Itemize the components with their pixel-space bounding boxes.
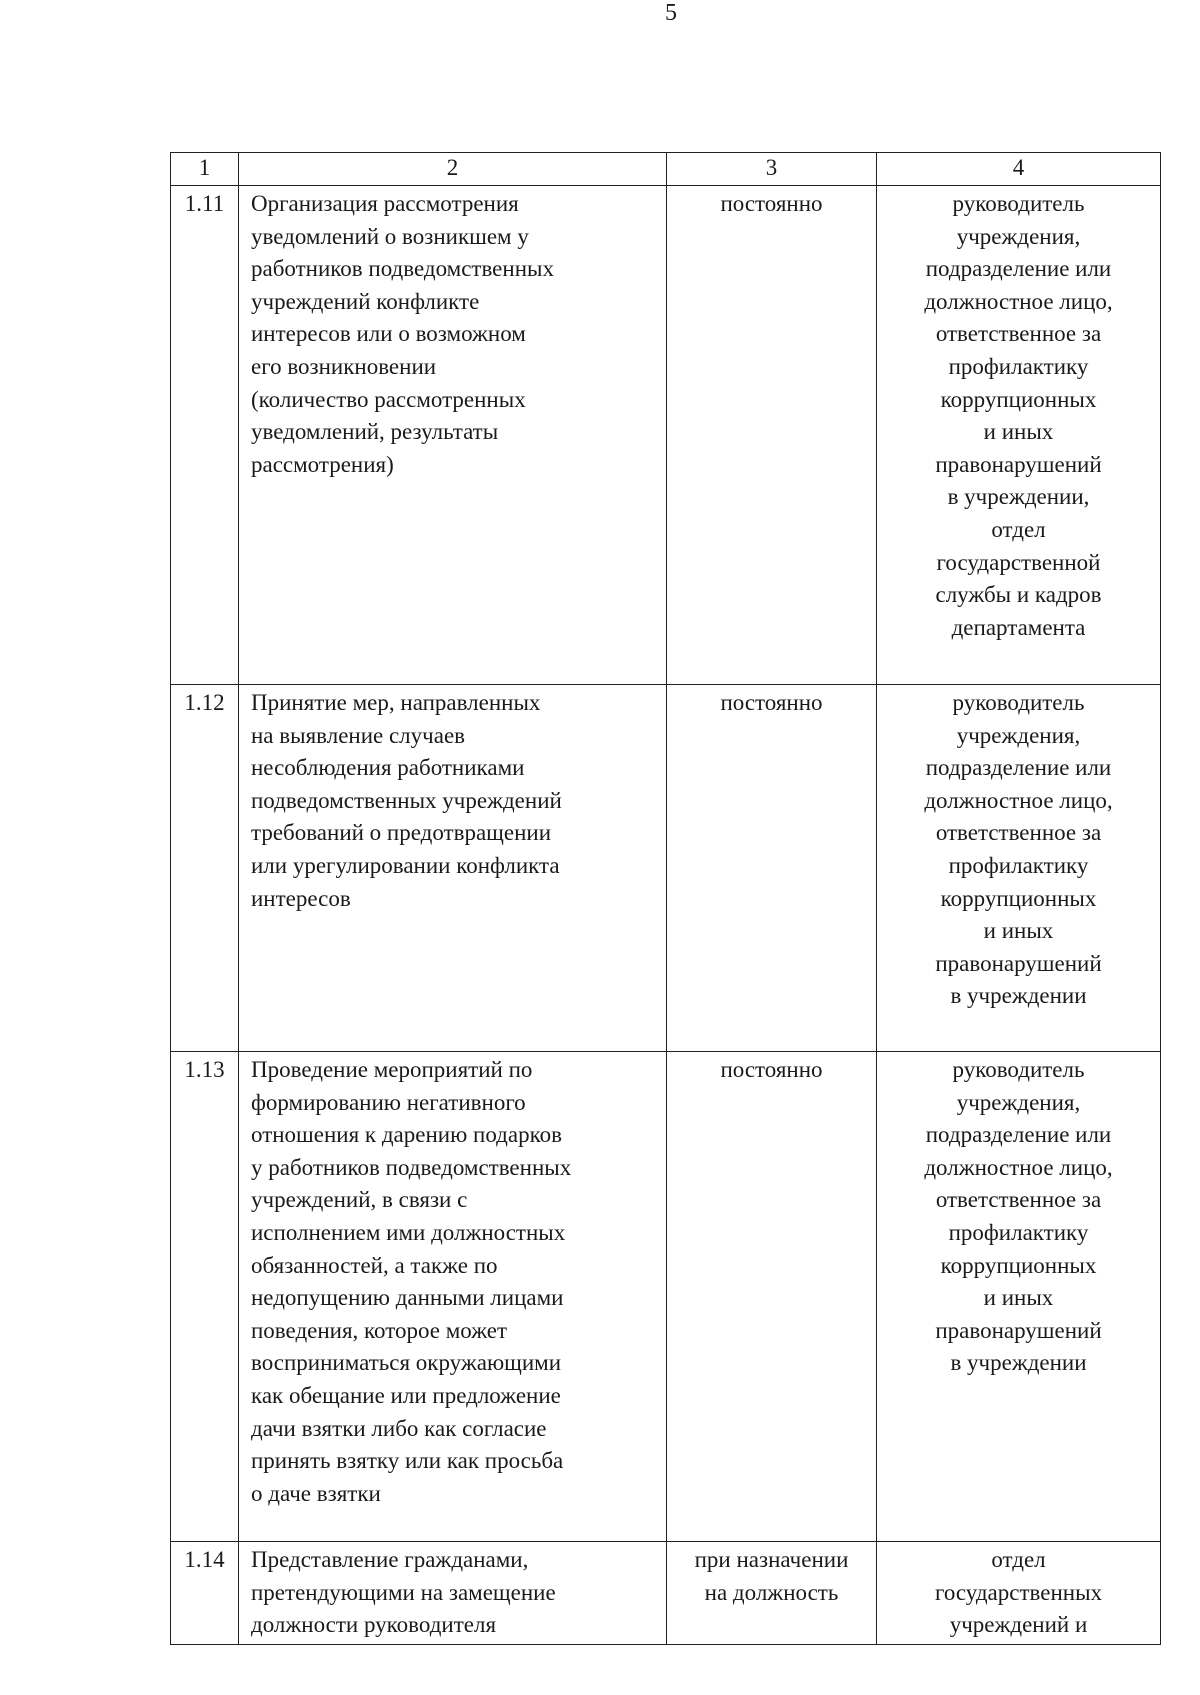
- task-responsible: [877, 1542, 1161, 1645]
- task-description-line: формированию негативного: [251, 1089, 526, 1115]
- task-deadline: [667, 1052, 877, 1542]
- task-responsible-line: учреждения,: [956, 1089, 1081, 1115]
- task-responsible-line: правонарушений: [935, 950, 1102, 976]
- task-description-line: поведения, которое может: [251, 1317, 508, 1343]
- task-description: [239, 186, 667, 685]
- task-deadline-line: постоянно: [720, 191, 823, 216]
- header-cell-1: 1: [171, 153, 239, 186]
- task-deadline-line: постоянно: [720, 690, 823, 715]
- task-responsible-line: профилактику: [948, 1219, 1089, 1245]
- task-responsible-line: учреждений и: [949, 1612, 1088, 1638]
- task-responsible-line: и иных: [983, 918, 1054, 944]
- task-description-line: работников подведомственных: [251, 256, 554, 282]
- task-description-line: должности руководителя: [251, 1612, 497, 1638]
- task-description-line: Организация рассмотрения: [251, 191, 519, 216]
- task-deadline: [667, 685, 877, 1052]
- task-description-line: несоблюдения работниками: [251, 755, 525, 781]
- task-description: [239, 1542, 667, 1645]
- task-responsible-line: в учреждении,: [947, 484, 1090, 510]
- task-description-line: обязанностей, а также по: [251, 1252, 498, 1278]
- task-responsible-line: и иных: [983, 1285, 1054, 1311]
- task-responsible-line: руководитель: [952, 690, 1085, 715]
- task-responsible-line: учреждения,: [956, 722, 1081, 748]
- task-responsible-line: подразделение или: [925, 1122, 1112, 1148]
- task-responsible-line: ответственное за: [935, 1187, 1102, 1213]
- task-responsible-line: должностное лицо,: [924, 1154, 1113, 1180]
- task-description-line: о даче взятки: [251, 1480, 381, 1506]
- task-description-line: Представление гражданами,: [251, 1547, 529, 1572]
- task-responsible-line: ответственное за: [935, 820, 1102, 846]
- task-responsible-line: ответственное за: [935, 321, 1102, 347]
- task-deadline-line: постоянно: [720, 1057, 823, 1082]
- task-responsible-line: подразделение или: [925, 755, 1112, 781]
- task-deadline: [667, 186, 877, 685]
- task-responsible-line: коррупционных: [940, 885, 1097, 911]
- table-header-row: [171, 153, 1161, 186]
- task-responsible-line: руководитель: [952, 191, 1085, 216]
- task-responsible-line: службы и кадров: [935, 582, 1102, 608]
- task-description: [239, 1052, 667, 1542]
- task-description-line: дачи взятки либо как согласие: [251, 1415, 547, 1441]
- task-responsible: [877, 685, 1161, 1052]
- task-responsible-line: в учреждении: [950, 1350, 1087, 1376]
- task-responsible-line: и иных: [983, 419, 1054, 445]
- task-description-line: отношения к дарению подарков: [251, 1122, 562, 1148]
- task-responsible-line: подразделение или: [925, 256, 1112, 282]
- table-row: [171, 1542, 1161, 1645]
- task-responsible-line: должностное лицо,: [924, 787, 1113, 813]
- task-responsible-line: государственных: [934, 1579, 1103, 1605]
- task-responsible-line: департамента: [951, 614, 1086, 640]
- task-responsible-line: правонарушений: [935, 451, 1102, 477]
- task-responsible-line: отдел: [991, 516, 1046, 542]
- header-cell-2: 2: [239, 153, 667, 186]
- task-description-line: на выявление случаев: [251, 722, 466, 748]
- task-deadline-line: при назначении: [694, 1547, 849, 1572]
- task-responsible-line: учреждения,: [956, 223, 1081, 249]
- task-responsible-line: отдел: [991, 1547, 1046, 1572]
- task-description-line: уведомлений о возникшем у: [251, 223, 529, 249]
- task-description-line: рассмотрения): [251, 451, 394, 477]
- task-description-line: его возникновении: [251, 353, 437, 379]
- task-responsible: [877, 1052, 1161, 1542]
- task-responsible-line: в учреждении: [950, 983, 1087, 1009]
- row-number: 1.14: [171, 1542, 239, 1645]
- task-description-line: Проведение мероприятий по: [251, 1057, 533, 1082]
- task-responsible-line: государственной: [936, 549, 1101, 575]
- task-description-line: учреждений, в связи с: [251, 1187, 468, 1213]
- table-row: [171, 1052, 1161, 1542]
- task-description-line: уведомлений, результаты: [251, 419, 499, 445]
- task-responsible-line: профилактику: [948, 353, 1089, 379]
- task-description-line: принять взятку или как просьба: [251, 1448, 564, 1474]
- task-description-line: учреждений конфликте: [251, 288, 480, 314]
- task-deadline: [667, 1542, 877, 1645]
- task-responsible-line: должностное лицо,: [924, 288, 1113, 314]
- task-responsible-line: профилактику: [948, 852, 1089, 878]
- table-row: [171, 186, 1161, 685]
- task-description: [239, 685, 667, 1052]
- task-description-line: (количество рассмотренных: [251, 386, 526, 412]
- header-cell-3: 3: [667, 153, 877, 186]
- row-number: 1.11: [171, 186, 239, 685]
- task-description-line: как обещание или предложение: [251, 1382, 561, 1408]
- row-number: 1.12: [171, 685, 239, 1052]
- task-responsible-line: коррупционных: [940, 386, 1097, 412]
- row-number: 1.13: [171, 1052, 239, 1542]
- task-responsible-line: правонарушений: [935, 1317, 1102, 1343]
- task-description-line: претендующими на замещение: [251, 1579, 556, 1605]
- task-description-line: или урегулировании конфликта: [251, 852, 560, 878]
- table-row: [171, 685, 1161, 1052]
- task-description-line: недопущению данными лицами: [251, 1285, 564, 1311]
- task-responsible: [877, 186, 1161, 685]
- task-deadline-line: на должность: [704, 1579, 839, 1605]
- task-responsible-line: руководитель: [952, 1057, 1085, 1082]
- task-description-line: интересов: [251, 885, 351, 911]
- task-description-line: интересов или о возможном: [251, 321, 526, 347]
- task-description-line: у работников подведомственных: [251, 1154, 572, 1180]
- header-cell-4: 4: [877, 153, 1161, 186]
- task-responsible-line: коррупционных: [940, 1252, 1097, 1278]
- plan-table: [170, 152, 1161, 1645]
- task-description-line: подведомственных учреждений: [251, 787, 562, 813]
- task-description-line: исполнением ими должностных: [251, 1219, 566, 1245]
- task-description-line: Принятие мер, направленных: [251, 690, 541, 715]
- page-number: 5: [665, 0, 677, 26]
- task-description-line: требований о предотвращении: [251, 820, 552, 846]
- task-description-line: восприниматься окружающими: [251, 1350, 562, 1376]
